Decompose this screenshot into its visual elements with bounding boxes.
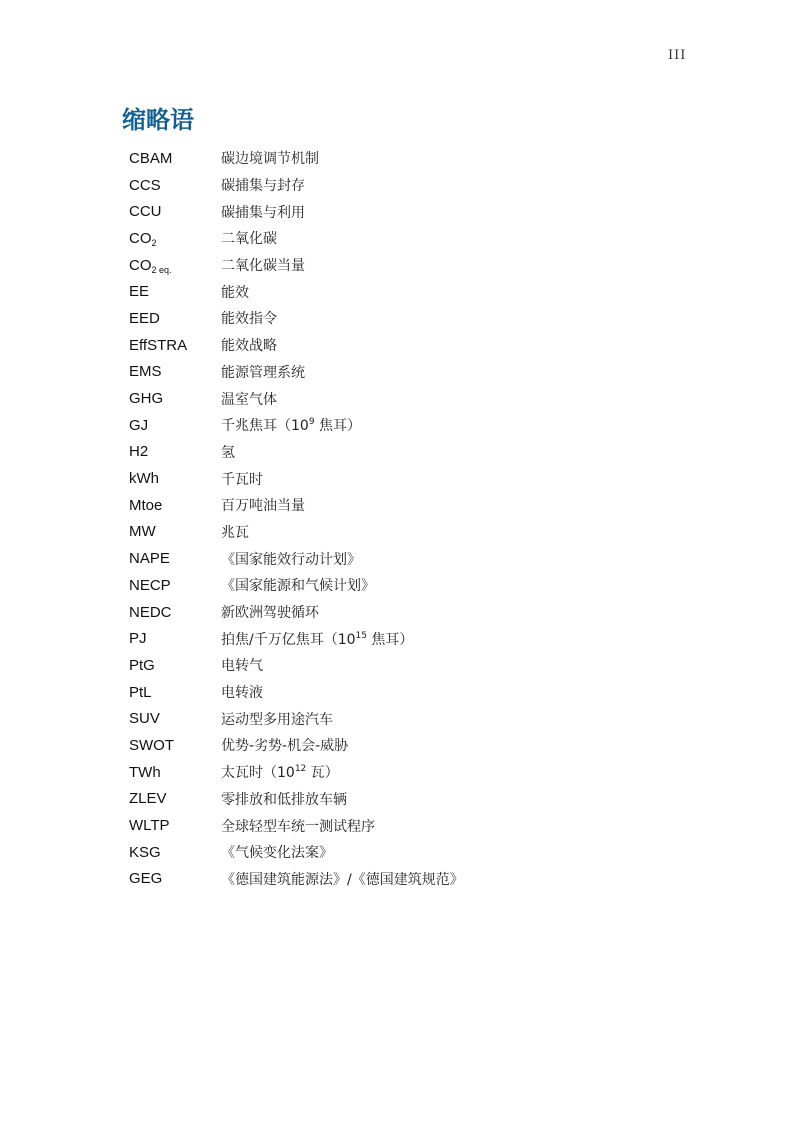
list-item [129,652,464,679]
abbreviation-definition: 千瓦时 [221,471,263,488]
page-number: III [668,48,687,63]
list-item [129,866,464,893]
list-item [129,625,464,652]
list-item [129,492,464,519]
abbreviation-definition: 氢 [221,444,235,461]
definition-text: 太瓦时（10 [221,765,295,782]
list-item [129,759,464,786]
abbreviation-definition: 百万吨油当量 [221,498,305,515]
list-item [129,198,464,225]
list-item [129,145,464,172]
list-item [129,439,464,466]
abbreviation-definition: 新欧洲驾驶循环 [221,605,319,622]
definition-text-after: 焦耳） [314,418,362,435]
abbreviation-term: SWOT [129,736,174,754]
list-item [129,545,464,572]
list-item [129,332,464,359]
abbreviation-definition: 全球轻型车统一测试程序 [221,818,375,835]
abbreviation-definition: 《气候变化法案》 [221,845,333,862]
abbreviation-term [129,230,221,247]
term-base: CO [129,256,152,274]
list-item [129,465,464,492]
abbreviation-definition: 零排放和低排放车辆 [221,791,347,808]
abbreviation-term: PtL [129,683,152,701]
definition-superscript: 12 [294,764,307,775]
abbreviation-term: EffSTRA [129,336,188,354]
list-item [129,278,464,305]
abbreviation-definition: 碳捕集与利用 [221,204,305,221]
definition-text-after: 瓦） [306,765,339,782]
abbreviation-term: EED [129,309,160,327]
list-item [129,679,464,706]
definition-text: 拍焦/千万亿焦耳（10 [221,631,356,648]
abbreviation-definition: 电转液 [221,685,263,702]
abbreviation-term: H2 [129,443,149,461]
list-item [129,519,464,546]
abbreviation-definition [221,762,339,782]
list-item [129,305,464,332]
list-item [129,412,464,439]
abbreviation-term: PJ [129,630,147,648]
abbreviation-definition: 温室气体 [221,391,277,408]
list-item [129,359,464,386]
list-item [129,786,464,813]
abbreviation-term: GHG [129,390,164,408]
abbreviation-term: KSG [129,843,161,861]
abbreviation-term: NECP [129,576,171,594]
abbreviation-term: GEG [129,870,163,888]
abbreviation-list [129,145,464,892]
abbreviation-definition: 能效 [221,284,249,301]
abbreviation-term: Mtoe [129,496,163,514]
definition-text: 千兆焦耳（10 [221,418,309,435]
abbreviation-definition: 能效战略 [221,338,277,355]
page-title: 缩略语 [122,106,194,134]
abbreviation-definition: 优势-劣势-机会-威胁 [221,738,349,755]
abbreviation-term: GJ [129,416,149,434]
abbreviation-term: WLTP [129,817,170,835]
term-base: CO [129,229,152,247]
abbreviation-definition: 二氧化碳当量 [221,258,305,275]
abbreviation-definition: 能效指令 [221,311,277,328]
abbreviation-term: PtG [129,656,155,674]
definition-superscript: 15 [355,630,367,641]
abbreviation-definition: 碳边境调节机制 [221,151,319,168]
abbreviation-term [129,257,221,274]
abbreviation-term: MW [129,523,156,541]
list-item [129,732,464,759]
abbreviation-definition: 运动型多用途汽车 [221,711,333,728]
term-subscript: 2 [151,237,157,248]
abbreviation-definition: 能源管理系统 [221,364,305,381]
abbreviation-term: CBAM [129,149,173,167]
abbreviation-term: NAPE [129,550,170,568]
abbreviation-definition: 《国家能源和气候计划》 [221,578,375,595]
list-item [129,572,464,599]
abbreviation-term: SUV [129,710,160,728]
abbreviation-definition: 电转气 [221,658,263,675]
abbreviation-term: kWh [129,470,159,488]
abbreviation-term: CCS [129,176,161,194]
abbreviation-definition [221,415,361,435]
list-item [129,599,464,626]
abbreviation-term: ZLEV [129,790,167,808]
list-item [129,839,464,866]
abbreviation-term: NEDC [129,603,172,621]
term-subscript: 2 eq. [151,264,172,275]
list-item [129,225,464,252]
list-item [129,252,464,279]
abbreviation-definition: 兆瓦 [221,524,249,541]
definition-text-after: 焦耳） [366,631,414,648]
abbreviation-definition: 《德国建筑能源法》/《德国建筑规范》 [221,871,464,888]
abbreviation-definition: 碳捕集与封存 [221,178,305,195]
abbreviation-definition [221,629,413,649]
abbreviation-term: TWh [129,763,161,781]
abbreviation-term: EE [129,283,150,301]
list-item [129,812,464,839]
abbreviation-term: CCU [129,203,162,221]
definition-superscript: 9 [308,417,315,428]
list-item [129,705,464,732]
abbreviation-definition: 二氧化碳 [221,231,277,248]
list-item [129,172,464,199]
abbreviation-term: EMS [129,363,162,381]
abbreviation-definition: 《国家能效行动计划》 [221,551,361,568]
list-item [129,385,464,412]
